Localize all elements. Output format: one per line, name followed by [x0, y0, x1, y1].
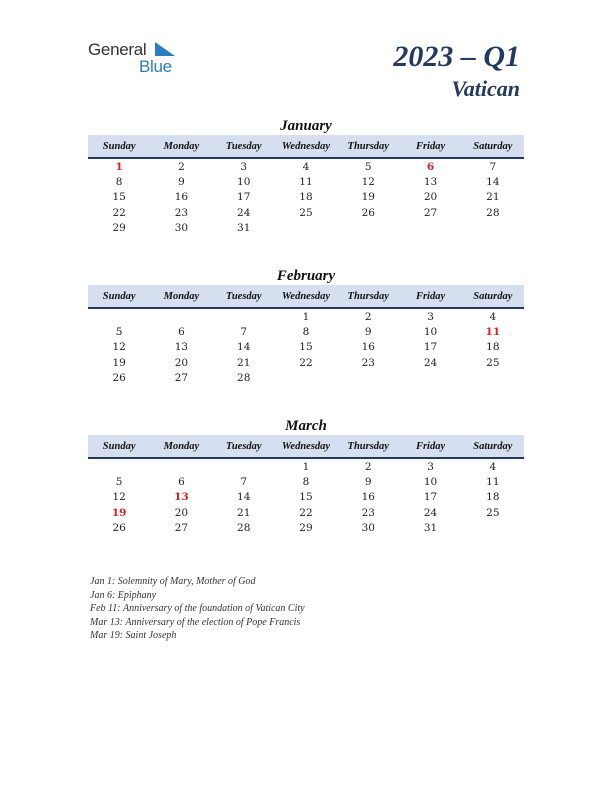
weekday-label: Thursday [347, 440, 389, 452]
weekday-label: Monday [163, 290, 200, 302]
day-cell: 21 [237, 506, 251, 519]
weekday-label: Thursday [347, 290, 389, 302]
week-row [88, 490, 524, 505]
weekday-label: Friday [415, 440, 446, 452]
day-cell: 3 [427, 310, 434, 323]
weekday-label: Wednesday [281, 290, 331, 302]
holiday-day-cell: 1 [115, 160, 123, 173]
day-cell: 13 [174, 341, 189, 354]
day-cell: 7 [489, 160, 497, 173]
day-cell: 22 [299, 356, 313, 369]
day-cell: 17 [423, 341, 438, 354]
day-cell: 26 [361, 206, 375, 219]
month-title: February [276, 268, 336, 284]
week-row [88, 520, 524, 535]
weekday-label: Tuesday [225, 440, 262, 452]
day-cell: 8 [302, 325, 310, 338]
day-cell: 28 [237, 371, 251, 384]
day-cell: 25 [486, 506, 500, 519]
day-cell: 5 [364, 160, 372, 173]
page-title: 2023 – Q1 [393, 40, 520, 73]
day-cell: 10 [423, 325, 438, 338]
holiday-note: Jan 1: Solemnity of Mary, Mother of God [90, 576, 256, 587]
day-cell: 19 [361, 191, 375, 204]
day-cell: 4 [489, 310, 497, 323]
day-cell: 21 [237, 356, 251, 369]
day-cell: 25 [486, 356, 500, 369]
day-cell: 3 [240, 160, 248, 173]
day-cell: 29 [112, 221, 126, 234]
holiday-note: Feb 11: Anniversary of the foundation of Vatican City [90, 603, 305, 615]
day-cell: 9 [364, 475, 372, 488]
day-cell: 30 [174, 221, 189, 234]
weekday-header [88, 135, 524, 159]
week-row [88, 474, 524, 489]
weekday-label: Sunday [102, 440, 136, 452]
day-cell: 8 [115, 175, 123, 188]
weekday-label: Friday [415, 140, 446, 152]
day-cell: 20 [423, 191, 438, 204]
day-cell: 7 [240, 325, 248, 338]
day-cell: 23 [174, 206, 189, 219]
day-cell: 18 [299, 191, 313, 204]
month-title: January [280, 118, 332, 134]
day-cell: 4 [302, 160, 310, 173]
week-row [88, 190, 524, 205]
logo-text-blue: Blue [139, 57, 172, 76]
day-cell: 26 [112, 371, 126, 384]
weekday-label: Sunday [102, 140, 136, 152]
day-cell: 18 [486, 341, 500, 354]
day-cell: 15 [299, 491, 313, 504]
day-cell: 15 [299, 341, 313, 354]
day-cell: 27 [423, 206, 438, 219]
month-march [88, 417, 524, 535]
day-cell: 9 [364, 325, 372, 338]
week-row [88, 309, 524, 324]
weekday-label: Saturday [473, 440, 513, 452]
day-cell: 15 [112, 191, 126, 204]
day-cell: 2 [364, 310, 372, 323]
day-cell: 23 [361, 506, 375, 519]
day-cell: 9 [178, 175, 185, 188]
weekday-label: Wednesday [281, 140, 331, 152]
day-cell: 31 [423, 521, 438, 534]
day-cell: 7 [240, 475, 248, 488]
month-february [88, 267, 524, 385]
day-cell: 10 [423, 475, 438, 488]
weekday-label: Saturday [473, 290, 513, 302]
week-row [88, 340, 524, 355]
day-cell: 5 [115, 475, 123, 488]
day-cell: 28 [486, 206, 500, 219]
weekday-label: Thursday [347, 140, 389, 152]
day-cell: 8 [302, 475, 310, 488]
day-cell: 3 [427, 460, 434, 473]
day-cell: 6 [178, 475, 185, 488]
week-row [88, 505, 524, 520]
day-cell: 18 [486, 491, 500, 504]
day-cell: 14 [237, 491, 251, 504]
holiday-note: Jan 6: Epiphany [90, 589, 157, 601]
weekday-header [88, 285, 524, 309]
day-cell: 16 [361, 341, 375, 354]
day-cell: 13 [423, 175, 438, 188]
day-cell: 25 [299, 206, 313, 219]
day-cell: 22 [112, 206, 126, 219]
week-row [88, 355, 524, 370]
day-cell: 22 [299, 506, 313, 519]
day-cell: 16 [361, 491, 375, 504]
day-cell: 14 [486, 175, 500, 188]
holiday-note: Mar 19: Saint Joseph [90, 630, 177, 642]
week-row [88, 205, 524, 220]
weekday-label: Monday [163, 140, 200, 152]
weekday-label: Saturday [473, 140, 513, 152]
weekday-label: Wednesday [281, 440, 331, 452]
day-cell: 21 [486, 191, 500, 204]
holiday-day-cell: 19 [111, 506, 127, 519]
day-cell: 24 [423, 356, 438, 369]
month-days [88, 309, 524, 385]
day-cell: 28 [237, 521, 251, 534]
day-cell: 10 [237, 175, 251, 188]
day-cell: 17 [423, 491, 438, 504]
logo-text-general: General [88, 40, 147, 59]
day-cell: 12 [112, 341, 126, 354]
generalblue-logo [88, 40, 183, 76]
week-row [88, 220, 524, 235]
day-cell: 26 [112, 521, 126, 534]
holiday-day-cell: 13 [174, 491, 189, 504]
week-row [88, 174, 524, 189]
weekday-label: Monday [163, 440, 200, 452]
day-cell: 23 [361, 356, 375, 369]
week-row [88, 159, 524, 174]
weekday-label: Tuesday [225, 140, 262, 152]
week-row [88, 459, 524, 474]
day-cell: 31 [237, 221, 251, 234]
week-row [88, 370, 524, 385]
day-cell: 1 [302, 310, 310, 323]
month-january [88, 117, 524, 235]
weekday-label: Friday [415, 290, 446, 302]
day-cell: 4 [489, 460, 497, 473]
day-cell: 5 [115, 325, 123, 338]
day-cell: 20 [174, 356, 189, 369]
month-days [88, 459, 524, 535]
holiday-day-cell: 6 [426, 160, 435, 173]
day-cell: 20 [174, 506, 189, 519]
weekday-label: Sunday [102, 290, 136, 302]
holiday-day-cell: 11 [485, 325, 501, 338]
page-subtitle: Vatican [451, 76, 520, 101]
day-cell: 30 [361, 521, 375, 534]
week-row [88, 324, 524, 339]
day-cell: 11 [486, 475, 500, 488]
day-cell: 19 [112, 356, 126, 369]
day-cell: 12 [361, 175, 375, 188]
day-cell: 16 [174, 191, 189, 204]
day-cell: 12 [112, 491, 126, 504]
day-cell: 17 [237, 191, 251, 204]
holiday-notes [90, 575, 305, 643]
day-cell: 2 [178, 160, 185, 173]
day-cell: 11 [299, 175, 313, 188]
weekday-header [88, 435, 524, 459]
logo-flag-icon [155, 42, 175, 56]
weekday-label: Tuesday [225, 290, 262, 302]
day-cell: 29 [299, 521, 313, 534]
month-days [88, 159, 524, 235]
month-title: March [285, 418, 327, 434]
day-cell: 1 [302, 460, 310, 473]
holiday-note: Mar 13: Anniversary of the election of Pope Francis [90, 616, 301, 628]
day-cell: 2 [364, 460, 372, 473]
day-cell: 27 [174, 371, 189, 384]
day-cell: 24 [423, 506, 438, 519]
day-cell: 24 [237, 206, 251, 219]
day-cell: 27 [174, 521, 189, 534]
day-cell: 6 [178, 325, 185, 338]
day-cell: 14 [237, 341, 251, 354]
